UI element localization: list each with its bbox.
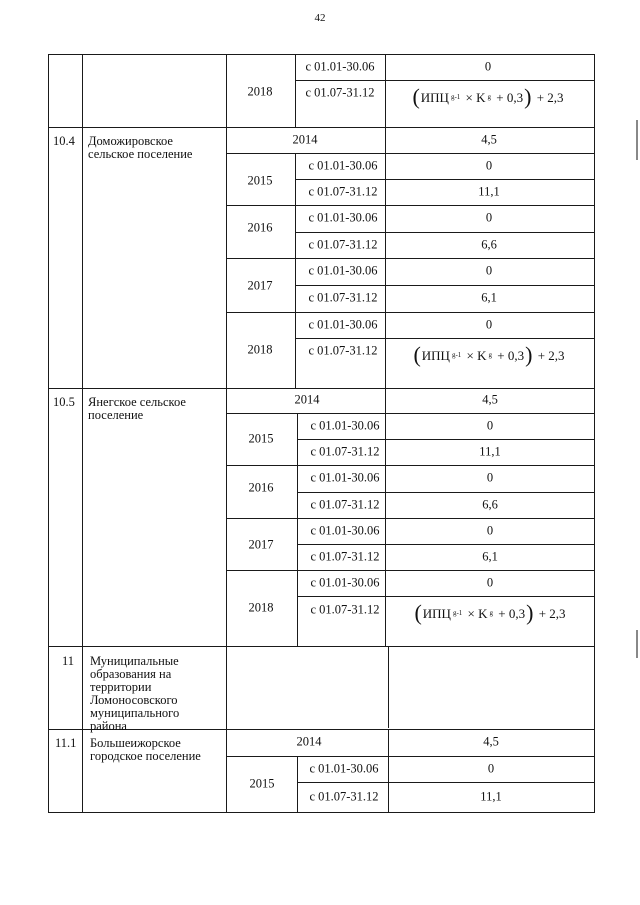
period-cell: с 01.01-30.06 (310, 418, 380, 433)
scan-edge-mark (636, 120, 638, 160)
period-cell: с 01.07-31.12 (308, 290, 378, 305)
row-divider (48, 812, 595, 813)
year-cell: 2018 (247, 84, 273, 99)
row-divider (226, 465, 595, 466)
formula-cell: ( ИПЦ g-1 × K g + 0,3 ) + 2,3 (413, 342, 565, 367)
row-divider (48, 54, 595, 55)
row-divider (297, 439, 595, 440)
value-cell: 0 (487, 761, 495, 776)
row-divider (226, 153, 595, 154)
col-divider (226, 54, 227, 813)
value-cell: 0 (486, 575, 494, 590)
period-cell: с 01.07-31.12 (310, 444, 380, 459)
row-number: 10.5 (53, 395, 75, 409)
year-cell: 2017 (247, 278, 273, 293)
period-cell: с 01.01-30.06 (310, 575, 380, 590)
formula-cell: ( ИПЦ g-1 × K g + 0,3 ) + 2,3 (414, 600, 566, 625)
row-divider (226, 205, 595, 206)
row-divider (48, 388, 595, 389)
value-cell: 0 (484, 59, 492, 74)
value-cell: 11,1 (480, 789, 502, 804)
period-cell: с 01.07-31.12 (308, 184, 378, 199)
value-cell: 6,1 (482, 549, 498, 564)
row-divider (295, 179, 595, 180)
value-cell: 0 (486, 470, 494, 485)
row-divider (226, 413, 595, 414)
row-divider (226, 258, 595, 259)
value-cell: 0 (486, 418, 494, 433)
value-cell: 0 (486, 523, 494, 538)
scan-edge-mark (636, 630, 638, 658)
period-cell: с 01.01-30.06 (305, 59, 375, 74)
year-cell: 2016 (247, 220, 273, 235)
value-cell: 11,1 (479, 444, 501, 459)
row-divider (295, 80, 595, 81)
value-cell: 4,5 (482, 392, 498, 407)
page-number: 42 (314, 12, 326, 24)
row-divider (226, 570, 595, 571)
row-divider (48, 127, 595, 128)
col-divider (82, 54, 83, 813)
year-cell: 2015 (248, 431, 274, 446)
col-divider (388, 729, 389, 813)
row-divider (297, 544, 595, 545)
table-border-left (48, 54, 49, 813)
row-number: 11.1 (55, 736, 77, 750)
year-cell: 2015 (249, 776, 275, 791)
period-cell: с 01.07-31.12 (310, 497, 380, 512)
period-cell: с 01.01-30.06 (309, 761, 379, 776)
value-cell: 0 (485, 158, 493, 173)
period-cell: с 01.07-31.12 (310, 549, 380, 564)
period-cell: с 01.07-31.12 (308, 343, 378, 358)
value-cell: 4,5 (481, 132, 497, 147)
section-name: Муниципальные образования на территории Ломоносовского муниципального района (90, 654, 180, 733)
value-cell: 6,6 (481, 237, 497, 252)
row-divider (295, 285, 595, 286)
row-divider (226, 756, 595, 757)
period-cell: с 01.07-31.12 (310, 602, 380, 617)
year-cell: 2014 (294, 392, 320, 407)
row-divider (226, 312, 595, 313)
settlement-name: Большеижорское городское поселение (90, 736, 201, 763)
period-cell: с 01.01-30.06 (308, 263, 378, 278)
value-cell: 6,1 (481, 290, 497, 305)
row-divider (295, 232, 595, 233)
period-cell: с 01.07-31.12 (305, 85, 375, 100)
period-cell: с 01.07-31.12 (308, 237, 378, 252)
year-cell: 2015 (247, 173, 273, 188)
settlement-name: Доможировское сельское поселение (88, 134, 193, 161)
year-cell: 2018 (248, 600, 274, 615)
year-cell: 2018 (247, 342, 273, 357)
year-cell: 2017 (248, 537, 274, 552)
col-divider (388, 646, 389, 728)
value-cell: 0 (485, 210, 493, 225)
value-cell: 0 (485, 317, 493, 332)
col-divider (297, 756, 298, 813)
year-cell: 2014 (296, 734, 322, 749)
value-cell: 4,5 (483, 734, 499, 749)
row-divider (295, 338, 595, 339)
row-divider (297, 596, 595, 597)
value-cell: 11,1 (478, 184, 500, 199)
period-cell: с 01.01-30.06 (308, 210, 378, 225)
table-border-right (594, 54, 595, 813)
period-cell: с 01.01-30.06 (308, 158, 378, 173)
period-cell: с 01.01-30.06 (310, 470, 380, 485)
value-cell: 6,6 (482, 497, 498, 512)
year-cell: 2014 (292, 132, 318, 147)
row-divider (48, 646, 595, 647)
col-divider (385, 388, 386, 646)
value-cell: 0 (485, 263, 493, 278)
row-divider (297, 492, 595, 493)
col-divider (385, 54, 386, 128)
row-divider (297, 782, 595, 783)
period-cell: с 01.01-30.06 (308, 317, 378, 332)
period-cell: с 01.07-31.12 (309, 789, 379, 804)
year-cell: 2016 (248, 480, 274, 495)
col-divider (297, 413, 298, 646)
row-divider (226, 518, 595, 519)
col-divider (295, 54, 296, 128)
period-cell: с 01.01-30.06 (310, 523, 380, 538)
formula-cell: ( ИПЦ g-1 × K g + 0,3 ) + 2,3 (412, 84, 564, 109)
settlement-name: Янегское сельское поселение (88, 395, 186, 422)
col-divider (295, 153, 296, 388)
row-number: 10.4 (53, 134, 75, 148)
row-number: 11 (62, 654, 75, 668)
